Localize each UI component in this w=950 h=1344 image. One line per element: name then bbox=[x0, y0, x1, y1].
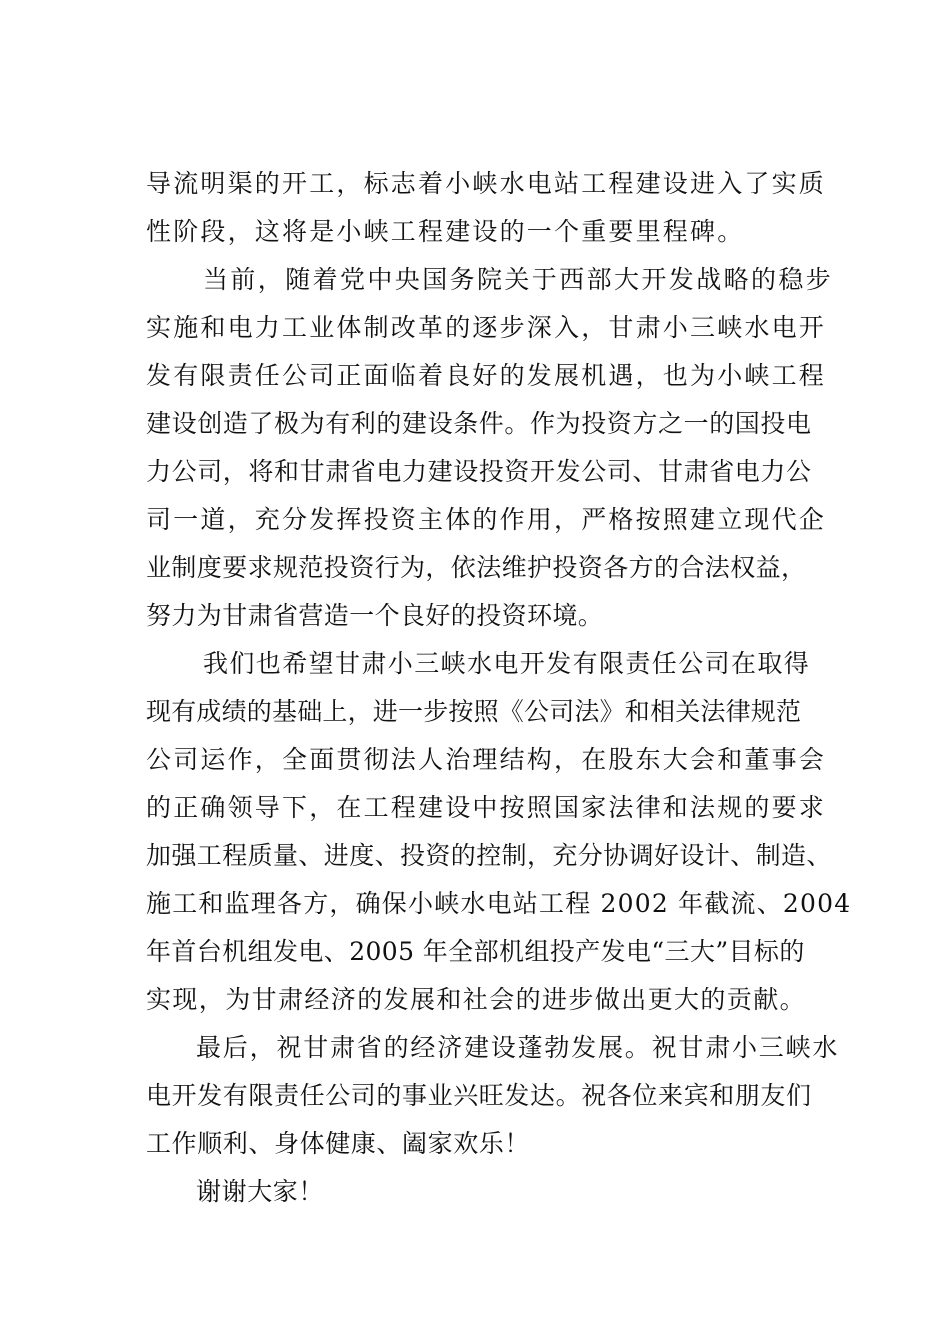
paragraph-3-line-3 bbox=[0, 745, 950, 775]
paragraph-3-line-7 bbox=[0, 937, 950, 967]
text-line: 年首台机组发电、2005 年全部机组投产发电“三大”目标的 bbox=[146, 937, 805, 966]
paragraph-4-line-3 bbox=[0, 1129, 950, 1159]
text-line: 公司运作，全面贯彻法人治理结构，在股东大会和董事会 bbox=[146, 745, 827, 774]
text-line: 努力为甘肃省营造一个良好的投资环境。 bbox=[146, 601, 604, 630]
paragraph-1-line-1 bbox=[0, 169, 950, 199]
text-line: 性阶段，这将是小峡工程建设的一个重要里程碑。 bbox=[146, 217, 745, 246]
text-line: 导流明渠的开工，标志着小峡水电站工程建设进入了实质 bbox=[146, 169, 827, 198]
text-line: 电开发有限责任公司的事业兴旺发达。祝各位来宾和朋友们 bbox=[146, 1081, 812, 1110]
paragraph-2-line-5 bbox=[0, 457, 950, 487]
paragraph-2-line-4 bbox=[0, 409, 950, 439]
text-line: 施工和监理各方，确保小峡水电站工程 2002 年截流、2004 bbox=[146, 889, 852, 918]
text-line: 发有限责任公司正面临着良好的发展机遇，也为小峡工程 bbox=[146, 361, 827, 390]
paragraph-3-line-6 bbox=[0, 889, 950, 919]
text-line: 的正确领导下，在工程建设中按照国家法律和法规的要求 bbox=[146, 793, 827, 822]
text-line: 现有成绩的基础上，进一步按照《公司法》和相关法律规范 bbox=[146, 697, 802, 726]
text-line: 我们也希望甘肃小三峡水电开发有限责任公司在取得 bbox=[203, 649, 811, 678]
text-line: 加强工程质量、进度、投资的控制，充分协调好设计、制造、 bbox=[146, 841, 832, 870]
paragraph-2-line-2 bbox=[0, 313, 950, 343]
text-line: 建设创造了极为有利的建设条件。作为投资方之一的国投电 bbox=[146, 409, 812, 438]
paragraph-4-line-1 bbox=[0, 1033, 950, 1063]
paragraph-3-line-1 bbox=[0, 649, 950, 679]
text-line: 实施和电力工业体制改革的逐步深入，甘肃小三峡水电开 bbox=[146, 313, 827, 342]
paragraph-2-line-3 bbox=[0, 361, 950, 391]
paragraph-2-line-6 bbox=[0, 505, 950, 535]
text-line: 司一道，充分发挥投资主体的作用，严格按照建立现代企 bbox=[146, 505, 827, 534]
paragraph-3-line-8 bbox=[0, 985, 950, 1015]
paragraph-2-line-7 bbox=[0, 553, 950, 583]
text-line: 实现，为甘肃经济的发展和社会的进步做出更大的贡献。 bbox=[146, 985, 807, 1014]
text-line: 当前，随着党中央国务院关于西部大开发战略的稳步 bbox=[203, 265, 834, 294]
paragraph-3-line-4 bbox=[0, 793, 950, 823]
paragraph-3-line-2 bbox=[0, 697, 950, 727]
paragraph-2-line-1 bbox=[0, 265, 950, 295]
paragraph-1-line-2 bbox=[0, 217, 950, 247]
paragraph-4-line-2 bbox=[0, 1081, 950, 1111]
text-line: 谢谢大家！ bbox=[196, 1177, 325, 1206]
paragraph-3-line-5 bbox=[0, 841, 950, 871]
text-line: 工作顺利、身体健康、阖家欢乐！ bbox=[146, 1129, 531, 1158]
paragraph-5-line-1 bbox=[0, 1177, 950, 1207]
paragraph-2-line-8 bbox=[0, 601, 950, 631]
text-line: 业制度要求规范投资行为，依法维护投资各方的合法权益， bbox=[146, 553, 807, 582]
text-line: 力公司，将和甘肃省电力建设投资开发公司、甘肃省电力公 bbox=[146, 457, 812, 486]
text-line: 最后，祝甘肃省的经济建设蓬勃发展。祝甘肃小三峡水 bbox=[196, 1033, 840, 1062]
